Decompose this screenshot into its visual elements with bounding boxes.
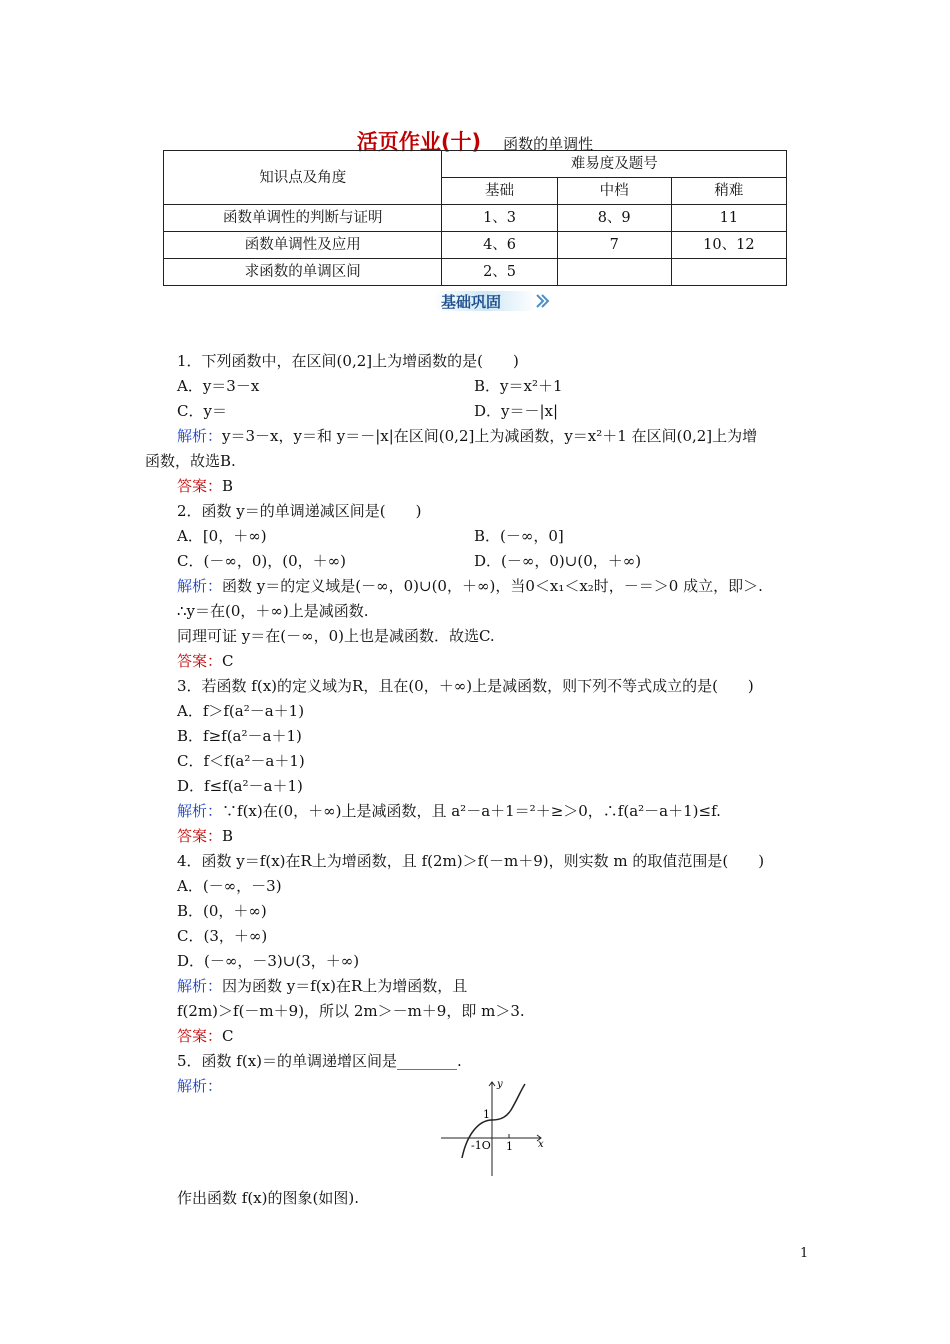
q4-answer	[177, 1026, 234, 1046]
table-cell-topic: 函数单调性的判断与证明	[164, 205, 442, 232]
double-chevron-icon	[537, 295, 548, 307]
analysis-label: 解析：	[177, 577, 223, 595]
table-cell-basic: 1、3	[442, 205, 557, 232]
answer-label: 答案：	[177, 827, 223, 845]
q2-analysis-cont2: 同理可证 y＝在(－∞，0)上也是减函数．故选C.	[177, 627, 495, 645]
table-cell-hard	[671, 259, 786, 286]
table-cell-mid	[557, 259, 671, 286]
section-banner	[433, 288, 551, 314]
analysis-label: 解析：	[177, 427, 223, 445]
q2-option-a: A．[0，＋∞)	[177, 527, 267, 545]
table-cell-basic: 4、6	[442, 232, 557, 259]
answer-value: C	[222, 1027, 234, 1045]
q4-analysis-cont: f(2m)＞f(－m＋9)，所以 2m＞－m＋9，即 m＞3.	[177, 1002, 525, 1020]
q4-option-a: A．(－∞，－3)	[177, 877, 282, 895]
y-tick-label: 1	[483, 1108, 490, 1121]
q4-option-c: C．(3，＋∞)	[177, 927, 268, 945]
q2-answer	[177, 651, 234, 671]
q1-stem: 1．下列函数中，在区间(0,2]上为增函数的是( )	[177, 352, 519, 370]
q3-analysis	[177, 801, 721, 821]
q2-option-c: C．(－∞，0)，(0，＋∞)	[177, 552, 346, 570]
table-header-mid: 中档	[557, 178, 671, 205]
answer-label: 答案：	[177, 652, 223, 670]
q1-analysis-cont: 函数，故选B.	[145, 452, 236, 470]
q1-option-a: A．y＝3－x	[177, 377, 260, 395]
analysis-text: ∵f(x)在(0，＋∞)上是减函数，且 a²－a＋1＝²＋≥＞0，∴f(a²－a＋1)≤f.	[222, 802, 721, 820]
analysis-label: 解析：	[177, 802, 223, 820]
q1-option-b: B．y＝x²＋1	[474, 377, 563, 395]
q5-stem: 5．函数 f(x)＝的单调递增区间是________.	[177, 1052, 462, 1070]
q3-answer	[177, 826, 233, 846]
analysis-text: 因为函数 y＝f(x)在R上为增函数，且	[222, 977, 468, 995]
table-row	[164, 205, 787, 232]
q4-analysis	[177, 976, 467, 996]
analysis-text: y＝3－x，y＝和 y＝－|x|在区间(0,2]上为减函数，y＝x²＋1 在区间(0,2]上为增	[222, 427, 758, 445]
q3-option-d: D．f≤f(a²－a＋1)	[177, 777, 303, 795]
q1-analysis	[177, 426, 757, 446]
title-sub: 函数的单调性	[503, 135, 594, 153]
answer-label: 答案：	[177, 1027, 223, 1045]
q3-stem: 3．若函数 f(x)的定义域为R，且在(0，＋∞)上是减函数，则下列不等式成立的是( )	[177, 677, 754, 695]
table-header-hard: 稍难	[671, 178, 786, 205]
table-row	[164, 259, 787, 286]
page-number: 1	[800, 1246, 809, 1261]
q1-option-c: C．y＝	[177, 402, 227, 420]
answer-value: B	[222, 477, 234, 495]
q2-analysis-cont: ∴y＝在(0，＋∞)上是减函数.	[177, 602, 369, 620]
q5-analysis-text: 作出函数 f(x)的图象(如图).	[177, 1189, 359, 1207]
table-header-basic: 基础	[442, 178, 557, 205]
answer-value: C	[222, 652, 234, 670]
table-cell-basic: 2、5	[442, 259, 557, 286]
q4-stem: 4．函数 y＝f(x)在R上为增函数，且 f(2m)＞f(－m＋9)，则实数 m 的取值范围是( )	[177, 852, 765, 870]
q3-option-c: C．f＜f(a²－a＋1)	[177, 752, 305, 770]
function-graph	[437, 1076, 549, 1178]
table-cell-hard: 10、12	[671, 232, 786, 259]
q3-option-b: B．f≥f(a²－a＋1)	[177, 727, 302, 745]
answer-value: B	[222, 827, 234, 845]
q2-option-d: D．(－∞，0)∪(0，＋∞)	[474, 552, 642, 570]
q1-answer	[177, 476, 233, 496]
q4-option-d: D．(－∞，－3)∪(3，＋∞)	[177, 952, 360, 970]
table-header-difficulty: 难易度及题号	[442, 151, 787, 178]
x-tick-label: 1	[506, 1140, 513, 1153]
table-cell-topic: 函数单调性及应用	[164, 232, 442, 259]
title-main: 活页作业(十)	[356, 130, 482, 154]
table-cell-topic: 求函数的单调区间	[164, 259, 442, 286]
q5-analysis	[177, 1076, 222, 1096]
origin-label: -1O	[471, 1139, 491, 1152]
table-cell-mid: 8、9	[557, 205, 671, 232]
banner-text: 基础巩固	[441, 293, 502, 311]
x-axis-label: x	[538, 1139, 544, 1150]
table-header-topic: 知识点及角度	[164, 151, 442, 205]
table-cell-hard: 11	[671, 205, 786, 232]
analysis-text: 函数 y＝的定义域是(－∞，0)∪(0，＋∞)，当0＜x₁＜x₂时，－＝＞0 成立，即＞.	[222, 577, 763, 595]
q2-option-b: B．(－∞，0]	[474, 527, 564, 545]
y-axis	[489, 1082, 495, 1176]
analysis-label: 解析：	[177, 1077, 223, 1095]
y-axis-label: y	[497, 1079, 503, 1090]
knowledge-point-table	[163, 150, 787, 286]
q2-stem: 2．函数 y＝的单调递减区间是( )	[177, 502, 422, 520]
table-cell-mid: 7	[557, 232, 671, 259]
table-row	[164, 232, 787, 259]
x-axis	[441, 1135, 541, 1141]
answer-label: 答案：	[177, 477, 223, 495]
q3-option-a: A．f＞f(a²－a＋1)	[177, 702, 305, 720]
analysis-label: 解析：	[177, 977, 223, 995]
q1-option-d: D．y＝－|x|	[474, 402, 559, 420]
q4-option-b: B．(0，＋∞)	[177, 902, 267, 920]
q2-analysis	[177, 576, 763, 596]
